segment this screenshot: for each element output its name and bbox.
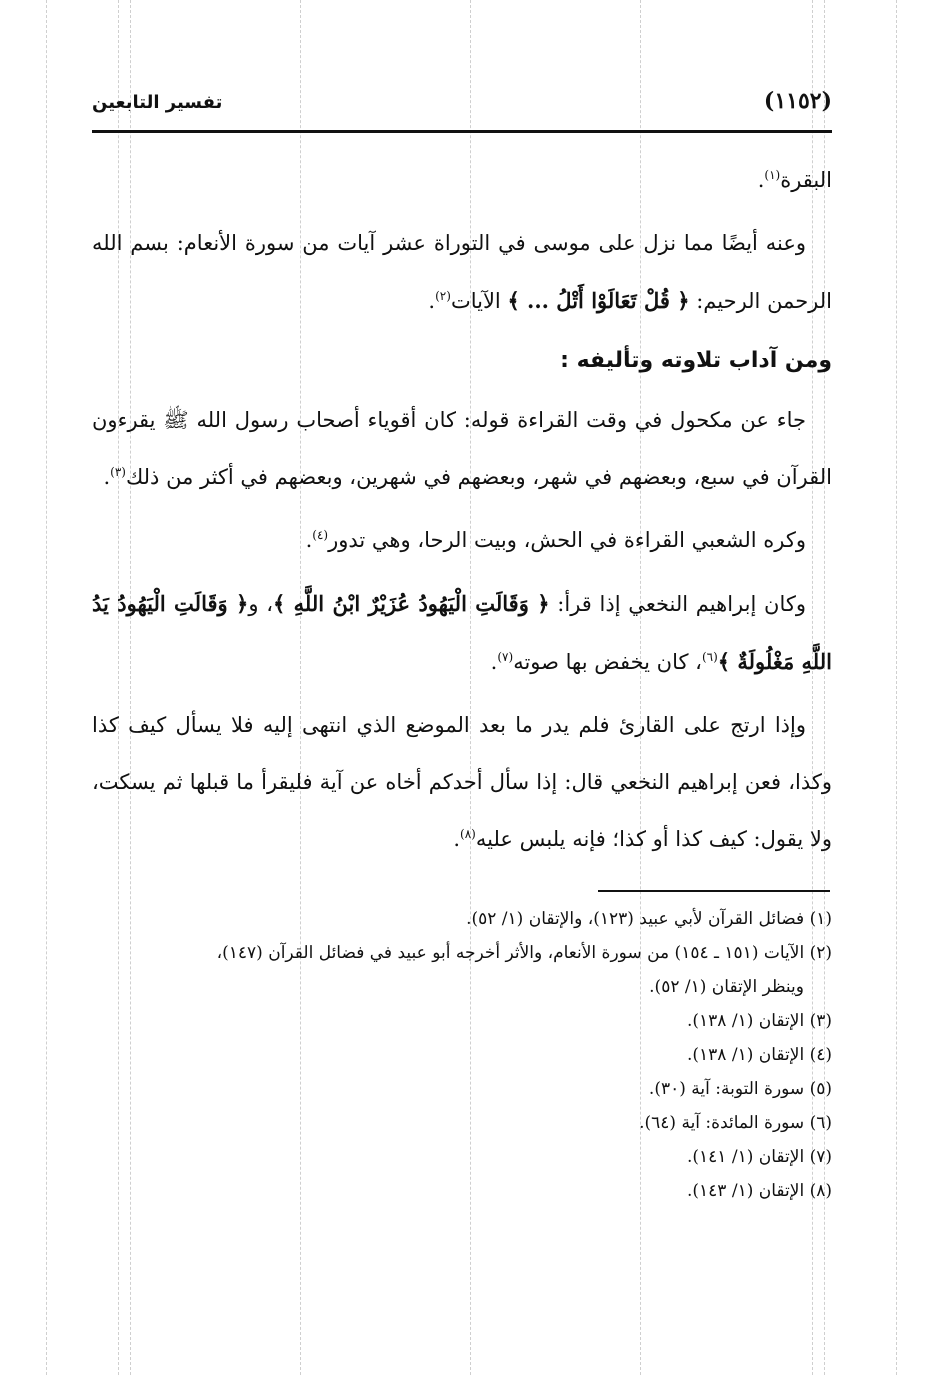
scan-guide-line: [896, 0, 897, 1375]
footnote: (١) فضائل القرآن لأبي عبيد (١٢٣)، والإتقان (١/ ٥٢).: [466, 909, 832, 929]
paragraph-text: ، كان يخفض بها صوته: [513, 650, 702, 674]
paragraph-text: ، و: [248, 592, 273, 616]
main-text: [92, 152, 832, 874]
paragraph: [92, 575, 832, 691]
paragraph: [92, 697, 832, 868]
quran-verse: ﴿ قُلْ تَعَالَوْا أَتْلُ ... ﴾: [507, 288, 690, 313]
paragraph-text: .: [757, 168, 765, 192]
footnote: (٦) سورة المائدة: آية (٦٤).: [639, 1113, 832, 1133]
footnote: (٨) الإتقان (١/ ١٤٣).: [686, 1181, 832, 1201]
footnote-continuation: وينظر الإتقان (١/ ٥٢).: [649, 977, 804, 997]
footnotes: [92, 902, 832, 1208]
footnote-ref: (٤): [312, 528, 329, 542]
paragraph-text: وكره الشعبي القراءة في الحش، وبيت الرحا، وهي تدور: [328, 528, 806, 552]
footnote: (٢) الآيات (١٥١ ـ ١٥٤) من سورة الأنعام، والأثر أخرجه أبو عبيد في فضائل القرآن (١٤٧)،: [216, 943, 832, 963]
footnote: (٣) الإتقان (١/ ١٣٨).: [686, 1011, 832, 1031]
footnote-ref: (١): [764, 168, 781, 182]
paragraph: [92, 512, 832, 569]
paragraph-text: .: [305, 528, 313, 552]
page-number: (١١٥٢): [763, 88, 832, 114]
paragraph-text: .: [428, 289, 436, 313]
paragraph: [92, 392, 832, 506]
footnote-ref: (٦): [701, 650, 718, 664]
paragraph-text: وإذا ارتج على القارئ فلم يدر ما بعد الموضع الذي انتهى إليه فلا يسأل كيف كذا وكذا، فعن إبراهيم النخعي قال: إذا سأل أحدكم أخاه عن آية فليقرأ ما قبلها ثم يسكت، ولا يقول: كيف كذا أو كذا؛ فإنه يلبس عليه: [92, 713, 832, 851]
paragraph-text: جاء عن مكحول في وقت القراءة قوله: كان أقوياء أصحاب رسول الله ﷺ يقرءون القرآن في سبع، وبعضهم في شهر، وبعضهم في شهرين، وبعضهم في أكثر من ذلك: [92, 408, 832, 489]
paragraph-text: وكان إبراهيم النخعي إذا قرأ:: [549, 592, 806, 616]
footnote-ref: (٢): [435, 289, 451, 303]
paragraph-text: وعنه أيضًا مما نزل على موسى في التوراة عشر آيات من سورة الأنعام: بسم الله الرحمن الرحيم:: [92, 231, 832, 313]
footnote-ref: (٨): [460, 827, 476, 841]
footnote-ref: (٣): [110, 465, 126, 479]
paragraph-text: .: [453, 827, 461, 851]
section-heading: ومن آداب تلاوته وتأليفه :: [560, 348, 832, 373]
paragraph-text: .: [490, 650, 498, 674]
quran-verse: ﴿ وَقَالَتِ الْيَهُودُ عُزَيْرٌ ابْنُ اللَّهِ ﴾: [273, 591, 550, 616]
quran-verse: ﴿ وَقَالَتِ الْيَهُودُ يَدُ اللَّهِ مَغْلُولَةٌ ﴾: [92, 591, 832, 674]
footnote: (٥) سورة التوبة: آية (٣٠).: [648, 1079, 832, 1099]
header-rule: [92, 130, 832, 133]
footnote: (٧) الإتقان (١/ ١٤١).: [686, 1147, 832, 1167]
paragraph: [92, 215, 832, 330]
page-header: [92, 82, 832, 122]
paragraph-text: .: [103, 465, 111, 489]
footnote-separator: [598, 890, 830, 892]
paragraph: [92, 152, 832, 209]
scan-guide-line: [46, 0, 47, 1375]
footnote-ref: (٧): [497, 650, 514, 664]
paragraph-text: الآيات: [450, 289, 508, 313]
running-title: تفسير التابعين: [92, 92, 223, 113]
footnote: (٤) الإتقان (١/ ١٣٨).: [686, 1045, 832, 1065]
paragraph-text: البقرة: [780, 168, 832, 192]
